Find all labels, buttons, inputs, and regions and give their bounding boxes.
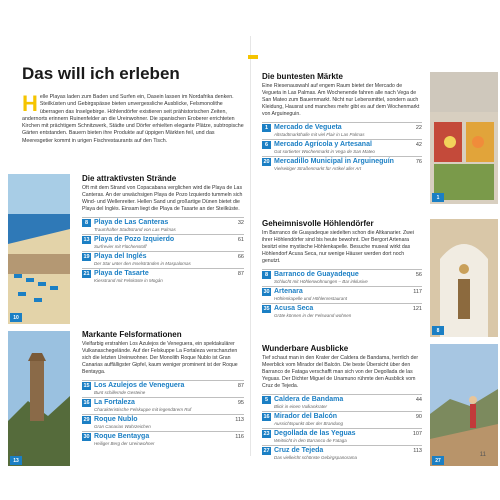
list-item[interactable] [82, 251, 244, 268]
entry-page: 76 [415, 158, 422, 165]
list-item[interactable] [262, 286, 422, 303]
entry-subtitle: Bunt schillernde Gesteine [94, 389, 146, 395]
list-item[interactable] [262, 445, 422, 462]
page-fold [250, 36, 251, 456]
entry-subtitle: Das vielleicht schönste Gebirgspanorama [274, 454, 358, 460]
list-item[interactable] [82, 431, 244, 448]
section-title: Markante Felsformationen [82, 330, 182, 339]
entry-number: 20 [263, 158, 270, 165]
section-title: Wunderbare Ausblicke [262, 344, 349, 353]
image-badge: 27 [432, 456, 444, 465]
section-caves [262, 219, 422, 320]
market-photo [430, 72, 498, 204]
entry-number: 6 [262, 141, 271, 149]
entry-number: 5 [262, 396, 271, 404]
section-views [262, 344, 422, 462]
section-text: Vielfarbig erstrahlen Los Azulejos de Veneguera, ein spektakulärer Vulkanaschegelände. Auf der Felskuppe La Fortaleza verschanzten sich die letzten Ureinwohner. Der Monolith Roque Nublo ist Gran Canarias auffälligster Gipfel, kaum weniger prominent ist der Roque Bentayga. [82, 341, 238, 375]
entry-name: Playa de Las Canteras [94, 219, 169, 227]
list-item[interactable] [262, 303, 422, 320]
entry-list [82, 217, 244, 285]
list-item[interactable] [82, 217, 244, 234]
section-text: Oft mit dem Strand von Copacabana verglichen wird die Playa de Las Canteras. An der unwächsigen Playa de Pozo Izquierdo tummeln sich Wind- und Wellenreiter. Hellen Sand und großartige Dünen bietet die Playa del Inglés. Einsam liegt die Playa de Tasarte an der Steilküste. [82, 185, 243, 212]
entry-number: 8 [262, 271, 271, 279]
entry-name: Mercado Agrícola y Artesanal [274, 141, 372, 149]
section-title: Die buntesten Märkte [262, 72, 343, 81]
list-item[interactable] [262, 269, 422, 286]
entry-name: Mercado de Vegueta [274, 124, 342, 132]
page-title: Das will ich erleben [22, 64, 180, 83]
entry-number: 1 [262, 124, 271, 132]
image-badge: 8 [432, 326, 444, 335]
entry-subtitle: Traumhafter Stadtstrand von Las Palmas [94, 226, 176, 232]
section-text: Tief schaut man in den Krater der Caldera de Bandama, herrlich der Meerblick vom Mirador del Balcón. Die beste Übersicht über den Barranco de Fataga verschafft man sich von der Degollada de las Yeguas. Der Dichter Miguel de Unamuno rühmte den Ausblick vom Cruz de Tejeda. [262, 355, 419, 389]
entry-subtitle: Weitsicht in den Barranco de Fataga [274, 437, 347, 443]
list-item[interactable] [82, 268, 244, 285]
entry-number: 13 [83, 236, 90, 243]
page-number-left: 10 [14, 452, 21, 458]
entry-name: Artenara [274, 288, 303, 296]
entry-subtitle: Aussichtspunkt über der Brandung [274, 420, 344, 426]
list-item[interactable] [262, 156, 422, 173]
entry-page: 121 [412, 305, 422, 312]
entry-page: 90 [415, 413, 422, 420]
entry-page: 116 [235, 433, 244, 440]
entry-subtitle: Charakteristische Felskuppe mit legendärem Ruf [94, 406, 192, 412]
section-beaches [82, 174, 244, 285]
entry-list [262, 394, 422, 462]
entry-name: Playa de Pozo Izquierdo [94, 236, 175, 244]
entry-name: Mercadillo Municipal in Arguineguín [274, 158, 394, 166]
entry-number: 30 [263, 288, 270, 295]
entry-name: Los Azulejos de Veneguera [94, 382, 185, 390]
entry-subtitle: Der Star unter den Inselstränden in Maspalomas [94, 260, 191, 266]
entry-subtitle: Höhlenkapelle und Höhlenrestaurant [274, 295, 348, 301]
entry-page: 44 [415, 396, 422, 403]
rock-photo [8, 331, 70, 466]
entry-page: 87 [237, 382, 244, 389]
entry-page: 87 [237, 270, 244, 277]
entry-name: Playa del Inglés [94, 253, 147, 261]
image-badge: 10 [10, 313, 22, 322]
entry-page: 42 [415, 141, 422, 148]
entry-name: Degollada de las Yeguas [274, 430, 356, 438]
entry-name: Acusa Seca [274, 305, 314, 313]
cave-photo [430, 219, 498, 337]
intro-paragraph [22, 91, 244, 145]
section-rocks [82, 330, 244, 448]
list-item[interactable] [262, 411, 422, 428]
entry-number: 27 [263, 447, 270, 454]
entry-page: 95 [237, 399, 244, 406]
entry-number: 29 [83, 416, 90, 423]
entry-subtitle: Gräte können in der Felswand wohnen [274, 312, 352, 318]
viewpoint-photo [430, 344, 498, 466]
entry-name: Roque Nublo [94, 416, 138, 424]
image-badge: 13 [10, 456, 22, 465]
entry-name: Playa de Tasarte [94, 270, 149, 278]
section-text: Eine Riesenauswahl auf engem Raum bietet der Mercado de Vegueta in Las Palmas. Am Wochenende fahren alle nach Vega de San Mateo zum Bauernmarkt. Nicht nur Lebensmittel, sondern auch Kleidung, Hausrat und manches mehr gibt es auf dem Wochenmarkt von Arguineguin. [262, 83, 420, 117]
entry-subtitle: Gut sortierter Wochenmarkt in Vega de San Mateo [274, 148, 375, 154]
entry-page: 113 [235, 416, 244, 423]
entry-number: 23 [263, 430, 270, 437]
entry-page: 56 [415, 271, 422, 278]
entry-list [262, 122, 422, 173]
list-item[interactable] [262, 394, 422, 411]
entry-page: 117 [413, 288, 422, 295]
entry-list [262, 269, 422, 320]
entry-page: 61 [237, 236, 244, 243]
entry-number: 19 [83, 253, 90, 260]
section-markets [262, 72, 422, 173]
entry-subtitle: Schlucht mit Höhlenwohnungen – Bar inklusive [274, 278, 368, 284]
entry-subtitle: Surfrevier mit Flüchenstoff [94, 243, 147, 249]
entry-number: 15 [83, 382, 90, 389]
entry-page: 66 [237, 253, 244, 260]
entry-name: La Fortaleza [94, 399, 135, 407]
section-title: Die attraktivsten Strände [82, 174, 177, 183]
section-title: Geheimnisvolle Höhlendörfer [262, 219, 374, 228]
entry-number: 30 [83, 433, 90, 440]
entry-page: 32 [237, 219, 244, 226]
list-item[interactable] [82, 380, 244, 397]
dropcap: H [22, 91, 38, 116]
intro-text: elle Playas laden zum Baden und Surfen ein, Dasein lassen im Nordafrika denken. Steilküsten und Gebirgspässe bieten unvergessliche Ausblicke, Felsmonolithe überragen das Inselgebirge. Höhlendörfer existieren seit prähistorischen Zeiten, andernorts erinnern Ruinenfelder an die Ureinwohner. Die spanischen Eroberer errichteten Kirchen mit prächtigem Schnitzwerk, Städte und Dörfer erhielten elegante Plätze, subtropische Gärten entstanden. Bauern bieten ihre Produkte auf üppigen Märkten feil, und das Meeresgetier kommt in urigen Fischrestaurants auf den Tisch. [22, 94, 244, 144]
entry-number: 8 [82, 219, 91, 227]
list-item[interactable] [82, 397, 244, 414]
entry-subtitle: Heiliger Berg der Ureinwohner [94, 440, 155, 446]
entry-number: 16 [263, 413, 270, 420]
entry-number: 21 [83, 270, 90, 277]
entry-page: 113 [413, 447, 422, 454]
entry-list [82, 380, 244, 448]
entry-number: 35 [263, 305, 270, 312]
entry-name: Cruz de Tejeda [274, 447, 324, 455]
section-text: Im Barranco de Guayadeque siedelten schon die Altkanarier. Zwei ihrer Höhlendörfer sind bis heute bewohnt. Der Bergort Artenara besitzt eine mystische Höhlenkapelle. Besuche museal wirkt das Höhlendorf Acusa Seca, nur wenige Häuser werden dort noch genutzt. [262, 230, 414, 264]
entry-subtitle: Blick in einen Vulkankrater [274, 403, 327, 409]
entry-subtitle: Kiesstrand mit Felsküste in Mogán [94, 277, 163, 283]
entry-name: Caldera de Bandama [274, 396, 344, 404]
list-item[interactable] [262, 139, 422, 156]
entry-number: 16 [83, 399, 90, 406]
entry-subtitle: Altstadtmarkthalle mit viel Flair in Las Palmas [274, 131, 365, 137]
list-item[interactable] [262, 122, 422, 139]
list-item[interactable] [82, 414, 244, 431]
entry-subtitle: Gran Canarias Wahrzeichen [94, 423, 151, 429]
beach-photo [8, 174, 70, 324]
page-number-right: 11 [479, 452, 486, 458]
list-item[interactable] [262, 428, 422, 445]
entry-page: 107 [412, 430, 422, 437]
entry-name: Barranco de Guayadeque [274, 271, 359, 279]
entry-name: Roque Bentayga [94, 433, 150, 441]
entry-page: 22 [415, 124, 422, 131]
image-badge: 1 [432, 193, 444, 202]
left-page [8, 36, 248, 464]
list-item[interactable] [82, 234, 244, 251]
right-page [258, 36, 498, 464]
entry-name: Mirador del Balcón [274, 413, 338, 421]
entry-subtitle: Vielseitiger Straßenmarkt für Artikel aller Art [274, 165, 362, 171]
